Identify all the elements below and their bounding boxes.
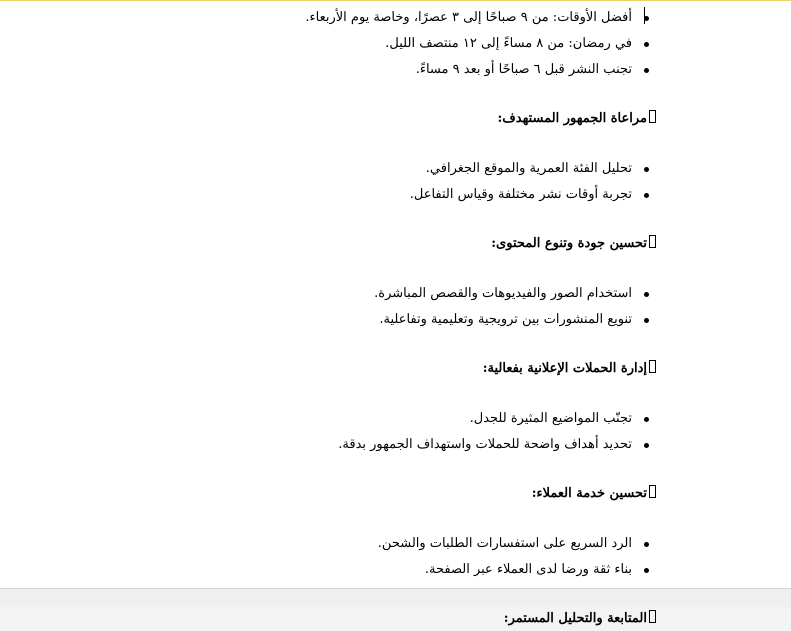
section-heading: مراعاة الجمهور المستهدف: [56, 107, 656, 131]
list-item: أفضل الأوقات: من ٩ صباحًا إلى ٣ عصرًا، وخاصة يوم الأربعاء. [56, 5, 656, 31]
checkbox-glyph-icon [649, 360, 656, 373]
list-item: تجنّب المواضيع المثيرة للجدل. [56, 406, 656, 432]
checkbox-glyph-icon [649, 235, 656, 248]
list-item: تجربة أوقات نشر مختلفة وقياس التفاعل. [56, 182, 656, 208]
checkbox-glyph-icon [649, 110, 656, 123]
bullet-list [56, 156, 656, 208]
bullet-list [56, 406, 656, 458]
section-heading: إدارة الحملات الإعلانية بفعالية: [56, 357, 656, 381]
bullet-list [56, 531, 656, 583]
checkbox-glyph-icon [649, 485, 656, 498]
horizontal-scrollbar[interactable] [0, 588, 791, 607]
checkbox-glyph-icon [649, 610, 656, 623]
list-item: تحديد أهداف واضحة للحملات واستهداف الجمهور بدقة. [56, 432, 656, 458]
section-heading: المتابعة والتحليل المستمر: [56, 607, 656, 631]
list-item: في رمضان: من ٨ مساءً إلى ١٢ منتصف الليل. [56, 31, 656, 57]
section-heading: تحسين جودة وتنوع المحتوى: [56, 232, 656, 256]
list-item: تنويع المنشورات بين ترويجية وتعليمية وتفاعلية. [56, 307, 656, 333]
list-item: تجنب النشر قبل ٦ صباحًا أو بعد ٩ مساءً. [56, 57, 656, 83]
list-item: الرد السريع على استفسارات الطلبات والشحن. [56, 531, 656, 557]
list-item: تحليل الفئة العمرية والموقع الجغرافي. [56, 156, 656, 182]
section-heading: تحسين خدمة العملاء: [56, 482, 656, 506]
document-body[interactable] [56, 5, 656, 631]
list-item: استخدام الصور والفيديوهات والقصص المباشرة. [56, 281, 656, 307]
bullet-list [56, 5, 656, 83]
bullet-list [56, 281, 656, 333]
list-item: بناء ثقة ورضا لدى العملاء عبر الصفحة. [56, 557, 656, 583]
